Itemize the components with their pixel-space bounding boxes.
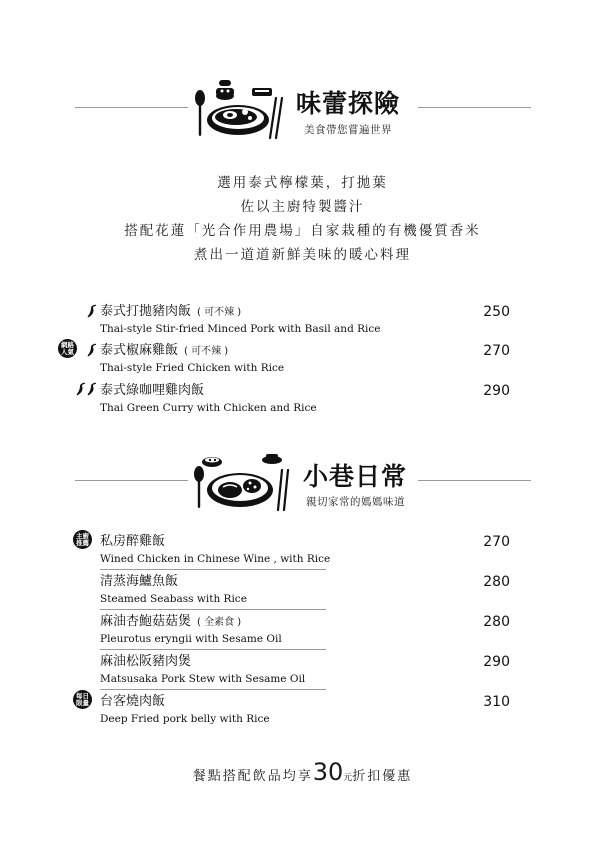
footer-text-before: 餐點搭配飲品均享 xyxy=(192,769,313,784)
intro-line: 選用泰式檸檬葉，打拋葉 xyxy=(217,175,388,191)
menu-item xyxy=(100,342,510,376)
item-english: Deep Fried pork belly with Rice xyxy=(100,713,270,725)
intro-line: 搭配花蓮「光合作用農場」自家栽種的有機優質香米 xyxy=(124,223,481,239)
item-price: 290 xyxy=(483,654,510,670)
daily-limited-badge xyxy=(73,690,92,709)
item-note: ( 可不辣 ) xyxy=(197,307,242,318)
menu-item xyxy=(100,382,510,416)
home-meal-illustration-icon xyxy=(190,450,295,512)
chili-icon xyxy=(87,382,97,396)
item-english: Pleurotus eryngii with Sesame Oil xyxy=(100,633,282,645)
item-english: Steamed Seabass with Rice xyxy=(100,593,247,605)
menu-item xyxy=(100,533,510,567)
menu-item xyxy=(100,303,510,337)
intro-line: 佐以主廚特製醬汁 xyxy=(240,199,365,215)
footer-unit: 元 xyxy=(343,773,353,783)
drink-discount-note xyxy=(0,758,605,786)
section1-title: 味蕾探險 xyxy=(296,89,401,118)
intro-line: 煮出一道道新鮮美味的暖心料理 xyxy=(194,247,411,263)
item-note: ( 全素食 ) xyxy=(197,617,242,628)
item-price: 290 xyxy=(483,383,510,399)
badge-label: 網路人氣 xyxy=(61,340,74,356)
item-name: 麻油松阪豬肉煲 xyxy=(100,654,192,669)
chili-icon xyxy=(87,304,97,318)
item-name: 麻油杏鮑菇菇煲 xyxy=(100,614,192,629)
item-english: Matsusaka Pork Stew with Sesame Oil xyxy=(100,673,306,685)
item-english: Thai-style Stir-fried Minced Pork with Basil and Rice xyxy=(100,323,381,335)
item-english: Thai-style Fried Chicken with Rice xyxy=(100,362,285,374)
item-name: 泰式綠咖哩雞肉飯 xyxy=(100,383,205,398)
thai-dish-illustration-icon xyxy=(190,74,290,140)
menu-item xyxy=(100,573,510,607)
item-name: 私房醉雞飯 xyxy=(100,534,166,549)
item-name: 泰式打拋豬肉飯 xyxy=(100,304,192,319)
section2-subtitle: 親切家常的媽媽味道 xyxy=(306,496,405,508)
section1-subtitle: 美食帶您嘗遍世界 xyxy=(304,124,392,136)
footer-text-after: 折扣優惠 xyxy=(352,769,413,784)
item-price: 270 xyxy=(483,534,510,550)
menu-item xyxy=(100,653,510,687)
section2-rule-right xyxy=(418,480,531,481)
item-name: 泰式椒麻雞飯 xyxy=(100,343,179,358)
footer-discount-number: 30 xyxy=(312,758,344,786)
intro-text xyxy=(0,171,605,267)
section1-rule-left xyxy=(75,107,188,108)
chef-recommend-badge xyxy=(73,530,92,549)
chili-icon xyxy=(87,343,97,357)
item-name: 清蒸海鱸魚飯 xyxy=(100,574,179,589)
item-price: 280 xyxy=(483,614,510,630)
badge-label: 主廚推薦 xyxy=(76,531,89,547)
item-note: ( 可不辣 ) xyxy=(184,346,229,357)
section1-rule-right xyxy=(418,107,531,108)
section2-rule-left xyxy=(75,480,188,481)
item-divider xyxy=(100,689,326,690)
item-price: 280 xyxy=(483,574,510,590)
item-divider xyxy=(100,609,326,610)
section2-title: 小巷日常 xyxy=(303,462,408,491)
item-price: 250 xyxy=(483,304,510,320)
menu-item xyxy=(100,693,510,727)
item-name: 台客燒肉飯 xyxy=(100,694,166,709)
item-divider xyxy=(100,569,326,570)
menu-item xyxy=(100,613,510,647)
item-english: Thai Green Curry with Chicken and Rice xyxy=(100,402,317,414)
item-english: Wined Chicken in Chinese Wine , with Rice xyxy=(100,553,331,565)
popular-badge xyxy=(58,339,77,358)
item-price: 310 xyxy=(483,694,510,710)
chili-icon xyxy=(76,382,86,396)
badge-label: 每日限量 xyxy=(76,691,89,707)
item-divider xyxy=(100,649,326,650)
item-price: 270 xyxy=(483,343,510,359)
